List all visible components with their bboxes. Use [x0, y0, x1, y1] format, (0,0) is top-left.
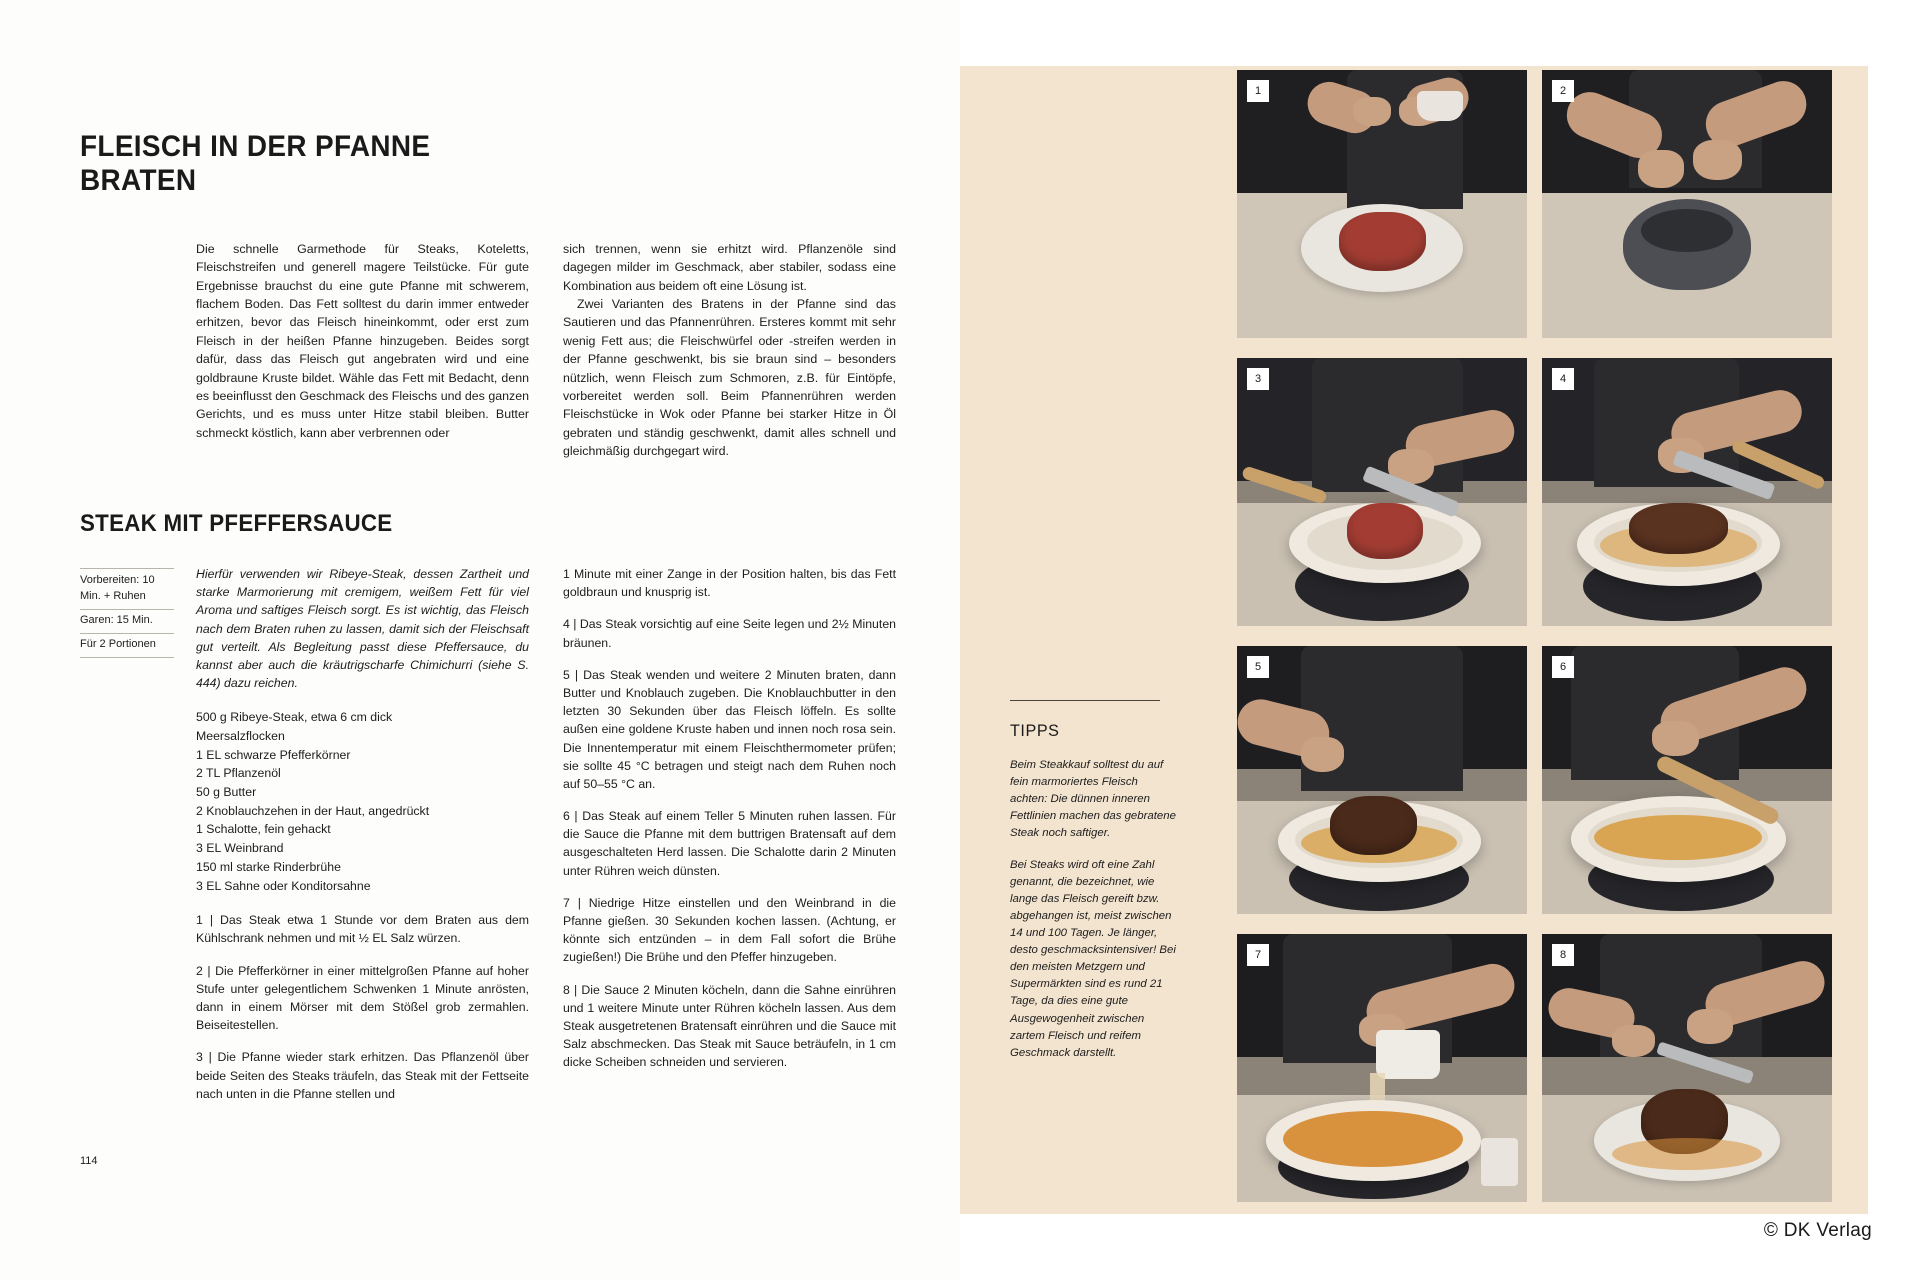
list-item: 1 EL schwarze Pfefferkörner: [196, 747, 351, 762]
tips-heading: TIPPS: [1010, 721, 1060, 740]
step-badge: 3: [1247, 368, 1269, 390]
list-item: 150 ml starke Rinderbrühe: [196, 859, 341, 874]
recipe-step: 7 | Niedrige Hitze einstellen und den Weinbrand in die Pfanne gießen. 30 Sekunden kochen lassen. (Achtung, er könnte sich entzünden – in dem Fall sofort die Brühe zugießen!) Die Brühe und den Pfeffer hinzugeben.: [563, 895, 896, 965]
recipe-intro-text: Hierfür verwenden wir Ribeye-Steak, dessen Zartheit und starke Marmorierung mit cremigem, weißem Fett für viel Aroma und saftiges Fleisch sorgt. Es ist wichtig, das Fleisch nach dem Braten ruhen zu lassen, damit sich der Fleischsaft gut verteilt. Als Begleitung passt diese Pfeffersauce, du kannst aber auch die kräutrigscharfe Chimichurri (siehe S. 444) dazu reichen.: [196, 567, 529, 691]
page-title: FLEISCH IN DER PFANNE BRATEN: [80, 130, 431, 197]
step-photo-4: [1542, 358, 1832, 626]
step-photo-1: [1237, 70, 1527, 338]
step-photo-6: [1542, 646, 1832, 914]
step-badge: 4: [1552, 368, 1574, 390]
step-badge: 6: [1552, 656, 1574, 678]
step-badge: 2: [1552, 80, 1574, 102]
step-badge: 5: [1247, 656, 1269, 678]
recipe-step: 6 | Das Steak auf einem Teller 5 Minuten ruhen lassen. Für die Sauce die Pfanne mit dem buttrigen Bratensaft auf dem ausgeschalteten Herd lassen. Die Schalotte darin 2 Minuten unter Rühren weich dünsten.: [563, 809, 896, 878]
tips-section: [1010, 700, 1178, 1076]
intro-paragraph: sich trennen, wenn sie erhitzt wird. Pflanzenöle sind dagegen milder im Geschmack, aber stabiler, sodass eine Kombination aus beidem oft eine Lösung ist.: [563, 242, 896, 293]
step-badge: 7: [1247, 944, 1269, 966]
meta-cook: Garen: 15 Min.: [80, 610, 174, 634]
intro-column-1: [196, 240, 529, 460]
meta-prep: Vorbereiten: 10 Min. + Ruhen: [80, 568, 174, 610]
step-photo-8: [1542, 934, 1832, 1202]
list-item: Meersalzflocken: [196, 729, 285, 743]
step-badge: 1: [1247, 80, 1269, 102]
tips-paragraph: Bei Steaks wird oft eine Zahl genannt, die bezeichnet, wie lange das Fleisch gereift bzw. abgehangen ist, meist zwischen 14 und 100 Tagen. Je länger, desto geschmacksintensiver! Bei den meisten Metzgern und Supermärkten sind es rund 21 Tage, da dies eine gute Ausgewogenheit zwischen zartem Fleisch und reifem Geschmack darstellt.: [1010, 858, 1176, 1059]
page-number: 114: [80, 1155, 98, 1167]
list-item: 2 Knoblauchzehen in der Haut, angedrückt: [196, 803, 430, 818]
tips-paragraph: Beim Steakkauf solltest du auf fein marmoriertes Fleisch achten: Die dünnen inneren Fettlinien machen das gebratene Steak noch saftiger.: [1010, 759, 1176, 840]
list-item: 3 EL Weinbrand: [196, 841, 284, 856]
tips-divider: [1010, 700, 1160, 701]
meta-portions: Für 2 Portionen: [80, 634, 174, 658]
recipe-step: 3 | Die Pfanne wieder stark erhitzen. Das Pflanzenöl über beide Seiten des Steaks träufeln, das Steak mit der Fettseite nach unten in die Pfanne stellen und: [196, 1050, 529, 1101]
recipe-title: STEAK MIT PFEFFERSAUCE: [80, 510, 393, 537]
ingredient-list: [196, 708, 529, 895]
photo-grid: [1072, 70, 1912, 1210]
recipe-step: 4 | Das Steak vorsichtig auf eine Seite legen und 2½ Minuten bräunen.: [563, 617, 896, 650]
recipe-step: 5 | Das Steak wenden und weitere 2 Minuten braten, dann Butter und Knoblauch zugeben. Die Knoblauchbutter in den letzten 30 Sekunden über das Fleisch löffeln. Es sollte außen eine goldene Kruste haben und innen noch rosa sein. Die Innentemperatur mit einem Fleischthermometer prüfen; sie sollte 45 °C betragen und steigt nach dem Ruhen noch auf 50–55 °C an.: [563, 667, 896, 791]
intro-column-2: [563, 240, 896, 460]
recipe-columns: [196, 565, 896, 1117]
recipe-step: 8 | Die Sauce 2 Minuten köcheln, dann die Sahne einrühren und 1 weitere Minute unter Rühren köcheln lassen. Aus dem Steak ausgetretenen Bratensaft einrühren und die Sauce mit Salz abschmecken. Das Steak mit Sauce beträufeln, in 1 cm dicke Scheiben schneiden und servieren.: [563, 982, 896, 1070]
list-item: 500 g Ribeye-Steak, etwa 6 cm dick: [196, 710, 393, 725]
step-photo-5: [1237, 646, 1527, 914]
right-page: [960, 0, 1920, 1280]
list-item: 3 EL Sahne oder Konditorsahne: [196, 878, 371, 893]
recipe-step: 1 | Das Steak etwa 1 Stunde vor dem Braten aus dem Kühlschrank nehmen und mit ½ EL Salz würzen.: [196, 913, 529, 946]
copyright-notice: © DK Verlag: [1763, 1220, 1872, 1241]
step-photo-3: [1237, 358, 1527, 626]
recipe-column-2: [563, 565, 896, 1117]
step-badge: 8: [1552, 944, 1574, 966]
recipe-step: 2 | Die Pfefferkörner in einer mittelgroßen Pfanne auf hoher Stufe unter gelegentlichem Schwenken 1 Minute anrösten, dann in einem Mörser mit dem Stößel grob zermahlen. Beiseitestellen.: [196, 963, 529, 1033]
intro-paragraph: Die schnelle Garmethode für Steaks, Koteletts, Fleischstreifen und generell magere Teilstücke. Für gute Ergebnisse brauchst du eine gute Pfanne mit schwerem, flachem Boden. Das Fett solltest du darin immer entweder erhitzen, bevor das Fleisch hineinkommt, oder erst zum Fleisch in der heißen Pfanne hinzugeben. Beides sorgt dafür, dass das Fleisch gut angebraten wird und eine goldbraune Kruste bildet. Wähle das Fett mit Bedacht, denn es beeinflusst den Geschmack des Fleischs und des ganzen Gerichts, und es muss unter Hitze stabil bleiben. Butter schmeckt köstlich, kann aber verbrennen oder: [196, 242, 529, 440]
intro-columns: [196, 240, 896, 460]
list-item: 50 g Butter: [196, 785, 257, 800]
list-item: 1 Schalotte, fein gehackt: [196, 822, 331, 837]
recipe-step: 1 Minute mit einer Zange in der Position halten, bis das Fett goldbraun und knusprig ist.: [563, 567, 896, 600]
step-photo-7: [1237, 934, 1527, 1202]
list-item: 2 TL Pflanzenöl: [196, 766, 281, 781]
intro-paragraph: Zwei Varianten des Bratens in der Pfanne sind das Sautieren und das Pfannenrühren. Ersteres kommt mit sehr wenig Fett aus; die Fleischwürfel oder -streifen werden in der Pfanne geschwenkt, bis sie braun sind – besonders nützlich, wenn Fleisch zum Schmoren, z.B. für Eintöpfe, vorbereitet werden soll. Beim Pfannenrühren werden Fleischstücke in Wok oder Pfanne bei starker Hitze in Öl gebraten und ständig geschwenkt, damit alles schnell und gleichmäßig durchgegart wird.: [563, 297, 896, 458]
recipe-column-1: [196, 565, 529, 1117]
recipe-meta: [80, 568, 174, 658]
step-photo-2: [1542, 70, 1832, 338]
